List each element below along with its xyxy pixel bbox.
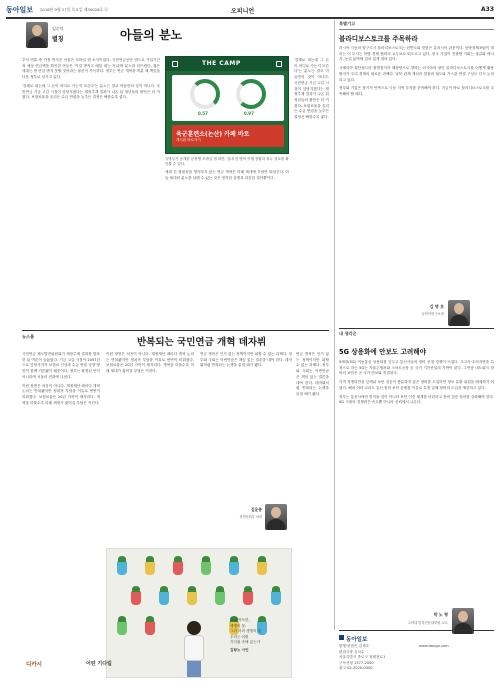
section-title: 오피니언 — [231, 8, 255, 15]
author-photo — [26, 22, 48, 48]
bell-icon — [276, 61, 282, 67]
poet-name: 김왕노 시인 — [230, 647, 249, 652]
banner-title: 육군훈련소(논산) 카페 바로 — [176, 131, 250, 138]
column-body-right — [294, 58, 329, 320]
news-body-left — [22, 352, 100, 652]
footer-rule — [339, 630, 494, 631]
special-paragraph: 러시아 극동의 항구도시 블라디보스토크는 한반도와 맞닿은 유라시아 관문이다. 동방경제포럼이 열리는 이 도시는 북방 경제 협력의 교두보로 떠오르고 있다. 한국 기업이 진출할 기회는 물류와 에너지, 농업 분야에 걸쳐 넓게 열려 있다. — [339, 46, 494, 62]
column-paragraph: 세대 간 형평성을 생각하지 않는 연금 개혁은 미래 세대에 부담만 떠넘긴다. 아들 세대의 분노를 달랠 수 있는 것은 정직한 설명과 과감한 결단뿐이다. — [165, 170, 289, 180]
special-rule — [339, 29, 494, 30]
footer-line: 서울특별시 종로구 청계천로1 — [339, 655, 386, 660]
app-screenshot-figure — [165, 56, 289, 154]
news-body-right — [200, 352, 292, 500]
footer-info — [339, 644, 494, 672]
column-name: 별칭 — [52, 36, 64, 43]
special-body — [339, 46, 494, 296]
child-figure — [181, 621, 207, 677]
opinion-paragraph: 가격 경쟁력만을 앞세워 보안 검증이 충분하지 않은 장비를 도입하면 정보 유출 위험을 배제하기 어렵다. 해외 여러 나라도 통신 장비 보안 문제를 이유로 특정 업체 장비의 도입을 제한하고 있다. — [339, 380, 494, 390]
poem-section-logo: 디카시 — [26, 662, 42, 668]
brand-mark-icon — [339, 635, 344, 640]
gauge-value-right: 0.97 — [244, 111, 254, 116]
opinion-author-name: 박 노 형 — [433, 612, 448, 617]
camp-banner — [172, 125, 284, 147]
special-author-role: 동북아연구소장 — [421, 312, 444, 316]
news-author-name: 김윤종 — [250, 507, 262, 512]
column-divider — [334, 20, 335, 630]
news-tag: 뉴스룸 — [22, 334, 35, 339]
gauge-panel — [172, 75, 284, 121]
page-number: A33 — [481, 6, 494, 13]
masthead-rule — [6, 17, 494, 19]
opinion-paragraph: 정부는 통신사에만 맡겨둘 것이 아니라 보안 인증 체계를 마련하고 장비 검증 절차를 강화해야 한다. 5G 시대의 경쟁력은 속도뿐 아니라 신뢰에서 나온다. — [339, 394, 494, 405]
column-body-mid — [165, 170, 289, 320]
issue-date: 2018년 9월 27일 목요일 제30026호 ⓐ — [40, 7, 109, 12]
special-tag: 특별기고 — [339, 21, 356, 26]
column-title: 아들의 분노 — [120, 28, 183, 42]
poem-line: 그리 사리 생명의 꽃 — [230, 629, 262, 634]
poem-line: 우리는 어떤 — [230, 634, 249, 639]
column-author-name: 김순덕 — [52, 26, 64, 31]
column-paragraph: 추석 연휴 중 가장 반가운 선물은 모바일 앱 소식이었다. 국민연금공단 앱으로 가입기간과 예상 연금액을 확인한 아들은 '이걸 받자고 매달 내는 거냐'며 분노를 터뜨렸다. 젊은 세대는 낸 만큼 받지 못할 것이라는 불신이 가득하다. 정부는 연금 개혁을 미룬 채 책임을 다음 정부로 넘기고 있다. — [22, 58, 160, 80]
opinion-author-role: 고려대 법학전문대학원 교수 — [407, 621, 448, 625]
footer-line: 발행·편집인 김재호 — [339, 644, 370, 648]
poem-line: 기다림 속에 있는가 — [230, 640, 261, 645]
column-paragraph: '강제로 내는데 그 돈이 어디로 가는지 모른다'는 분노는 결코 아들만의 것이 아니다. 국민연금 기금 고갈 시점이 앞당겨졌다는 재정추계 결과가 나온 뒤 청년들의 불안은 더 커졌다. 보험료율을 올리든 수급 연령을 늦추든 결정은 빠를수록 좋다. — [294, 58, 329, 120]
banner-subtitle: 게시판 바로가기 — [176, 138, 201, 142]
section-rule — [339, 328, 494, 329]
footer-line: 광고 02-2020-0300 — [339, 666, 373, 671]
footer-brand: 동아일보 — [346, 637, 368, 643]
news-title: 반복되는 국민연금 개혁 데자뷔 — [137, 337, 267, 348]
news-paragraph: 이런 장면은 처음이 아니다. 재정계산 때마다 개혁 논의는 반복됐지만 정치적 부담을 이유로 번번이 미뤄졌다. 보험료율은 20년 가까이 제자리다. 개혁을 미룰수록 미래 세대가 짊어질 부담은 커진다. — [22, 383, 100, 405]
wall-planter-photo — [106, 548, 292, 678]
column-author — [26, 22, 106, 52]
news-body-far — [296, 352, 329, 542]
opinion-body — [339, 360, 494, 600]
poem-lines — [230, 618, 292, 654]
special-author-name: 김 명 호 — [429, 304, 444, 309]
news-paragraph: 국민연금 제도발전위원회가 재정추계 결과를 발표한 뒤 여론이 들끓었다. 기금 고갈 시점이 2057년으로 앞당겨지자 보험료 인상과 수급 연령 상향 방안이 함께 거론됐기 때문이다. 정부는 확정된 안이 아니라며 서둘러 진화에 나섰다. — [22, 352, 100, 379]
figure-caption: 국방부가 공개한 군장병 모바일 앱 화면. 입대 전 병역 이행 현황과 복무 정보를 확인할 수 있다. — [165, 157, 289, 166]
news-paragraph: 연금 개혁은 인기 없는 정책이지만 피할 수 없는 과제다. 정부와 국회는 이번만큼은 책임 있는 결론을 내야 한다. 데자뷔처럼 반복되는 논쟁을 끝낼 때가 됐다. — [296, 352, 329, 396]
opinion-tag: 내 생각은 — [339, 331, 357, 336]
progress-gauge-left — [190, 79, 220, 109]
app-name: THE CAMP — [202, 60, 241, 67]
poem-line: 생명의 꽃. — [230, 623, 247, 628]
newspaper-logo: 동아일보 — [6, 5, 34, 14]
masthead — [6, 4, 494, 16]
special-paragraph: 시베리아 횡단철도의 출발점이자 태평양으로 향하는 러시아의 창인 블라디보스토크를 어떻게 활용할지가 우리 경제의 새로운 과제다. 남북 관계 개선과 맞물려 철도와 가스관 연결 구상도 다시 논의되고 있다. — [339, 66, 494, 82]
footer-line: 편집국장 김차수 — [339, 649, 365, 654]
poem-title: 어떤 기다림 — [86, 661, 112, 667]
footer-url[interactable]: www.donga.com — [419, 644, 449, 648]
gauge-value-left: 0.57 — [198, 111, 208, 116]
app-header — [166, 57, 288, 71]
column-paragraph: '강제로 내는데 그 돈이 어디로 가는지 모른다'는 분노는 결코 아들만의 것이 아니다. 국민연금 기금 고갈 시점이 앞당겨졌다는 재정추계 결과가 나온 뒤 청년들의 불안은 더 커졌다. 보험료율을 올리든 수급 연령을 늦추든 결정은 빠를수록 좋다. — [22, 83, 160, 100]
news-paragraph: 연금 개혁은 인기 없는 정책이지만 피할 수 없는 과제다. 정부와 국회는 이번만큼은 책임 있는 결론을 내야 한다. 데자뷔처럼 반복되는 논쟁을 끝낼 때가 됐다. — [200, 352, 292, 368]
news-author-role: 정책사회부 차장 — [239, 515, 262, 519]
opinion-paragraph: 5세대(5G) 이동통신 상용화를 앞두고 통신사들의 장비 선정 경쟁이 뜨겁다. 초고속·초저지연을 특징으로 하는 5G는 자율주행차와 스마트공장 등 국가 기간산업의 기반이 된다. 그만큼 네트워크 장비의 보안은 곧 국가 안보와 직결된다. — [339, 360, 494, 376]
publisher-footer — [339, 633, 494, 679]
news-rule — [22, 330, 329, 331]
poem-line: 그리 아득한, — [230, 618, 250, 622]
news-paragraph: 이런 장면은 처음이 아니다. 재정계산 때마다 개혁 논의는 반복됐지만 정치적 부담을 이유로 번번이 미뤄졌다. 보험료율은 20년 가까이 제자리다. 개혁을 미룰수록 미래 세대가 짊어질 부담은 커진다. — [106, 352, 194, 374]
news-body-mid — [106, 352, 194, 542]
menu-icon — [172, 61, 178, 67]
footer-line: 구독신청 1577-2000 — [339, 660, 374, 665]
special-paragraph: 정부와 기업은 장기적 안목으로 극동 지역 투자를 준비해야 한다. 지금이 바로 블라디보스토크를 주목해야 할 때다. — [339, 86, 494, 96]
opinion-title: 5G 상용화에 안보도 고려해야 — [339, 348, 426, 356]
special-author-photo — [448, 300, 470, 326]
special-title: 블라디보스토크를 주목하라 — [339, 35, 418, 43]
column-body-left — [22, 58, 160, 320]
news-author-photo — [265, 504, 287, 530]
progress-gauge-right — [236, 79, 266, 109]
